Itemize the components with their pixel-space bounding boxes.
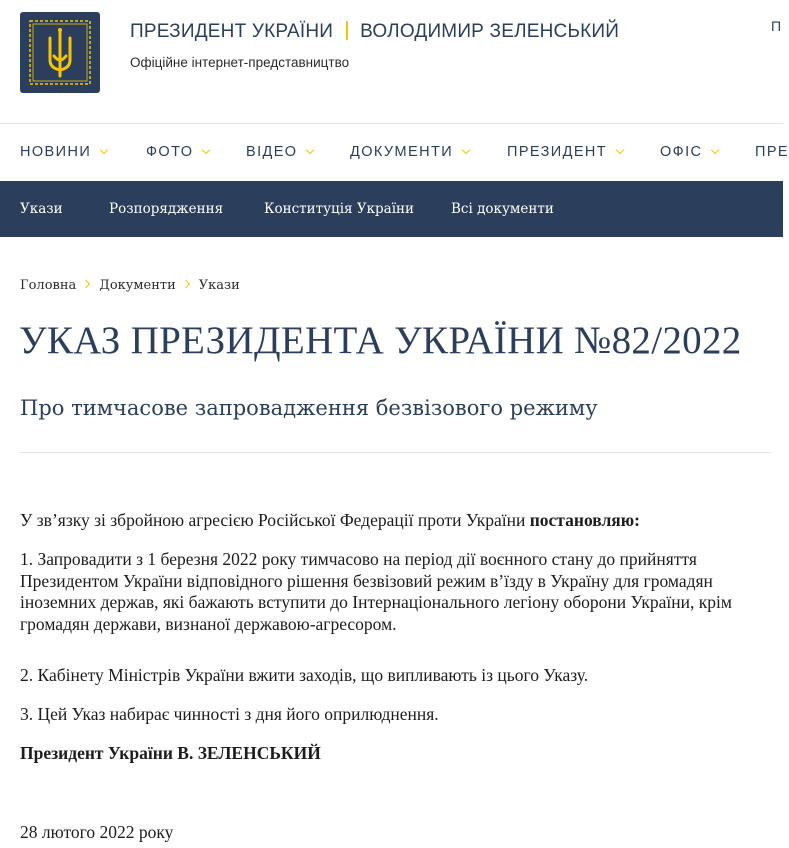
main-nav — [0, 123, 789, 181]
chevron-down-icon — [462, 146, 470, 154]
nav-item-label: ДОКУМЕНТИ — [350, 144, 454, 160]
subnav-item-constitution[interactable]: Конституція України — [264, 201, 415, 217]
site-title[interactable] — [130, 21, 619, 43]
page-subtitle: Про тимчасове запровадження безвізового режиму — [20, 396, 598, 420]
breadcrumb — [20, 278, 240, 293]
intro-bold-text: постановляю: — [529, 510, 640, 530]
breadcrumb-decrees[interactable]: Укази — [198, 278, 240, 293]
nav-item-president[interactable] — [507, 144, 623, 160]
nav-item-label: ВІДЕО — [246, 144, 298, 160]
chevron-right-icon — [82, 280, 90, 288]
subnav-item-decrees[interactable]: Укази — [20, 201, 63, 217]
nav-item-label: ПРЕЗИДЕНТ — [507, 144, 608, 160]
intro-text: У зв’язку зі збройною агресією Російської Федерації проти України — [20, 510, 530, 530]
subnav-item-orders[interactable]: Розпорядження — [109, 201, 224, 217]
chevron-down-icon — [100, 146, 108, 154]
site-header — [0, 0, 783, 123]
nav-item-press[interactable] — [755, 144, 789, 160]
nav-item-label: ПРЕ — [755, 144, 789, 160]
intro-paragraph — [20, 510, 640, 532]
subnav-item-all-documents[interactable]: Всі документи — [451, 201, 554, 217]
nav-item-label: ФОТО — [146, 144, 194, 160]
breadcrumb-home[interactable]: Головна — [20, 278, 77, 293]
nav-item-documents[interactable] — [350, 144, 469, 160]
nav-item-video[interactable] — [246, 144, 313, 160]
signature: Президент України В. ЗЕЛЕНСЬКИЙ — [20, 743, 321, 763]
site-title-name: ВОЛОДИМИР ЗЕЛЕНСЬКИЙ — [360, 21, 620, 42]
nav-item-label: ОФІС — [660, 144, 703, 160]
nav-item-news[interactable] — [20, 144, 107, 160]
site-subtitle: Офіційне інтернет-представництво — [130, 55, 350, 70]
chevron-down-icon — [616, 146, 624, 154]
breadcrumb-documents[interactable]: Документи — [99, 278, 176, 293]
nav-item-photo[interactable] — [146, 144, 209, 160]
divider — [20, 452, 770, 453]
nav-item-label: НОВИНИ — [20, 144, 92, 160]
site-title-president: ПРЕЗИДЕНТ УКРАЇНИ — [130, 21, 334, 42]
title-divider — [346, 21, 348, 40]
chevron-down-icon — [711, 146, 719, 154]
documents-subnav — [0, 181, 783, 237]
page-title: УКАЗ ПРЕЗИДЕНТА УКРАЇНИ №82/2022 — [19, 319, 742, 362]
chevron-down-icon — [306, 146, 314, 154]
document-date: 28 лютого 2022 року — [20, 822, 174, 842]
nav-item-office[interactable] — [660, 144, 718, 160]
chevron-right-icon — [182, 280, 190, 288]
trident-emblem-icon[interactable] — [20, 12, 100, 93]
paragraph-3: 3. Цей Указ набирає чинності з дня його оприлюднення. — [20, 704, 439, 724]
paragraph-2: 2. Кабінету Міністрів України вжити заходів, що випливають із цього Указу. — [20, 665, 589, 685]
language-switch[interactable]: П — [771, 18, 782, 34]
paragraph-1: 1. Запровадити з 1 березня 2022 року тимчасово на період дії воєнного стану до прийняття Президентом України відповідного рішення безвізовий режим в’їзду в Україну для громадян іноземних держав, які бажають вступити до Інтернаціонального легіону оборони України, крім громадян держави, визнаної державою-агресором. — [20, 549, 732, 634]
chevron-down-icon — [202, 146, 210, 154]
